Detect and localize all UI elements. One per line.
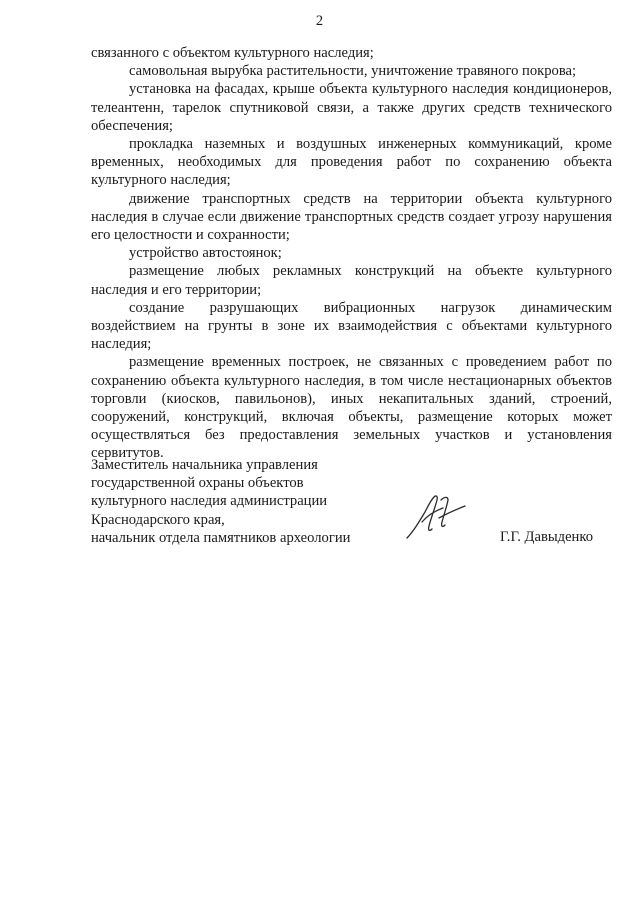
signer-position-line: культурного наследия администрации — [91, 493, 328, 510]
signature-strokes — [407, 496, 465, 538]
paragraph: самовольная вырубка растительности, уничтожение травяного покрова; — [129, 63, 577, 80]
document-body — [91, 44, 612, 463]
signer-position — [91, 456, 350, 547]
paragraph: размещение любых рекламных конструкций на объекте культурного наследия и его территории; — [91, 263, 612, 298]
signer-position-line: Краснодарского края, — [91, 511, 225, 528]
signer-position-line: начальник отдела памятников археологии — [91, 529, 351, 546]
signer-position-line: государственной охраны объектов — [91, 475, 304, 492]
paragraph: создание разрушающих вибрационных нагрузок динамическим воздействием на грунты в зоне их взаимодействия с объектами культурного наследия; — [91, 299, 612, 353]
paragraph: размещение временных построек, не связанных с проведением работ по сохранению объекта культурного наследия, в том числе нестационарных объектов торговли (киосков, павильонов), иных некапитальных зданий, строений, сооружений, конструкций, включая объекты, размещение которых может осуществляться без предоставления земельных участков и установления сервитутов. — [91, 354, 612, 462]
signer-name: Г.Г. Давыденко — [500, 529, 594, 545]
paragraph: прокладка наземных и воздушных инженерных коммуникаций, кроме временных, необходимых для проведения работ по сохранению объекта культурного наследия; — [91, 136, 612, 189]
paragraph: устройство автостоянок; — [129, 245, 282, 262]
paragraph: движение транспортных средств на территории объекта культурного наследия в случае если движение транспортных средств создает угрозу нарушения его целостности и сохранности; — [91, 190, 612, 244]
handwritten-signature — [403, 492, 469, 544]
paragraph: установка на фасадах, крыше объекта культурного наследия кондиционеров, телеантенн, тарелок спутниковой связи, а также других средств технического обеспечения; — [91, 81, 612, 134]
page-number: 2 — [315, 13, 324, 29]
signature-block — [91, 456, 612, 556]
paragraph: связанного с объектом культурного наследия; — [91, 45, 374, 61]
signer-position-line: Заместитель начальника управления — [91, 457, 318, 473]
